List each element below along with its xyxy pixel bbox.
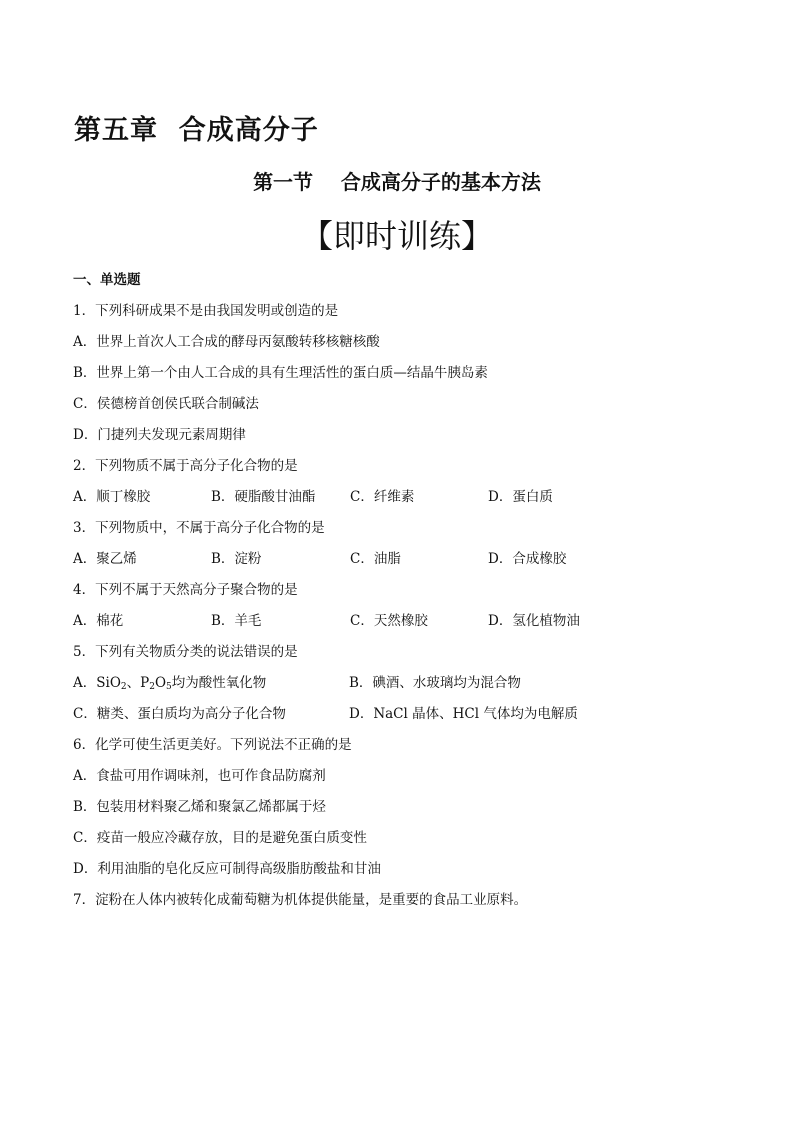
option-d: D．NaCl 晶体、HCl 气体均为电解质 (349, 706, 578, 722)
options-row (73, 705, 733, 736)
option-a-text: 、P (126, 675, 150, 691)
option-a-text: O (154, 675, 167, 691)
question-stem: 3．下列物质中，不属于高分子化合物的是 (73, 520, 325, 536)
option-c: C．侯德榜首创侯氏联合制碱法 (73, 396, 259, 412)
options-row (73, 612, 733, 643)
options-row (73, 488, 733, 519)
section-heading: 一、单选题 (73, 272, 141, 288)
question-stem: 6．化学可使生活更美好。下列说法不正确的是 (73, 737, 352, 753)
subscript: 2 (149, 682, 155, 692)
question-stem: 1．下列科研成果不是由我国发明或创造的是 (73, 303, 339, 319)
option-c: C．油脂 (350, 551, 401, 567)
option-d: D．氢化植物油 (488, 613, 580, 629)
option-b: B．碘酒、水玻璃均为混合物 (349, 675, 521, 691)
option-b: B．淀粉 (211, 551, 262, 567)
option-c: C．天然橡胶 (350, 613, 428, 629)
option-b: B．包装用材料聚乙烯和聚氯乙烯都属于烃 (73, 799, 326, 815)
option-d: D．蛋白质 (488, 489, 553, 505)
option-a: A．棉花 (73, 613, 124, 629)
options-row (73, 674, 733, 705)
option-d: D．门捷列夫发现元素周期律 (73, 427, 246, 443)
option-b: B．硬脂酸甘油酯 (211, 489, 316, 505)
option-a: A．食盐可用作调味剂，也可作食品防腐剂 (73, 768, 326, 784)
subscript: 5 (166, 682, 172, 692)
option-c: C．糖类、蛋白质均为高分子化合物 (73, 706, 286, 722)
option-b: B．世界上第一个由人工合成的具有生理活性的蛋白质—结晶牛胰岛素 (73, 365, 488, 381)
question-stem: 2．下列物质不属于高分子化合物的是 (73, 458, 298, 474)
option-a: A．世界上首次人工合成的酵母丙氨酸转移核糖核酸 (73, 334, 380, 350)
subscript: 2 (120, 682, 127, 692)
training-title: 【即时训练】 (300, 217, 493, 255)
question-stem: 4．下列不属于天然高分子聚合物的是 (73, 582, 298, 598)
options-row (73, 550, 733, 581)
option-c: C．疫苗一般应冷藏存放，目的是避免蛋白质变性 (73, 830, 367, 846)
question-stem: 5．下列有关物质分类的说法错误的是 (73, 644, 298, 660)
question-stem: 7．淀粉在人体内被转化成葡萄糖为机体提供能量，是重要的食品工业原料。 (73, 892, 528, 908)
chapter-title: 第五章 合成高分子 (74, 115, 319, 146)
option-a-text: A．SiO (73, 675, 121, 691)
option-a-text: 均为酸性氧化物 (171, 675, 267, 691)
option-c: C．纤维素 (350, 489, 415, 505)
option-d: D．合成橡胶 (488, 551, 567, 567)
option-d: D．利用油脂的皂化反应可制得高级脂肪酸盐和甘油 (73, 861, 381, 877)
option-a (73, 674, 349, 705)
option-a: A．聚乙烯 (73, 551, 137, 567)
section-title: 第一节 合成高分子的基本方法 (253, 170, 541, 194)
question-block (73, 271, 733, 922)
option-a: A．顺丁橡胶 (73, 489, 151, 505)
option-b: B．羊毛 (211, 613, 262, 629)
